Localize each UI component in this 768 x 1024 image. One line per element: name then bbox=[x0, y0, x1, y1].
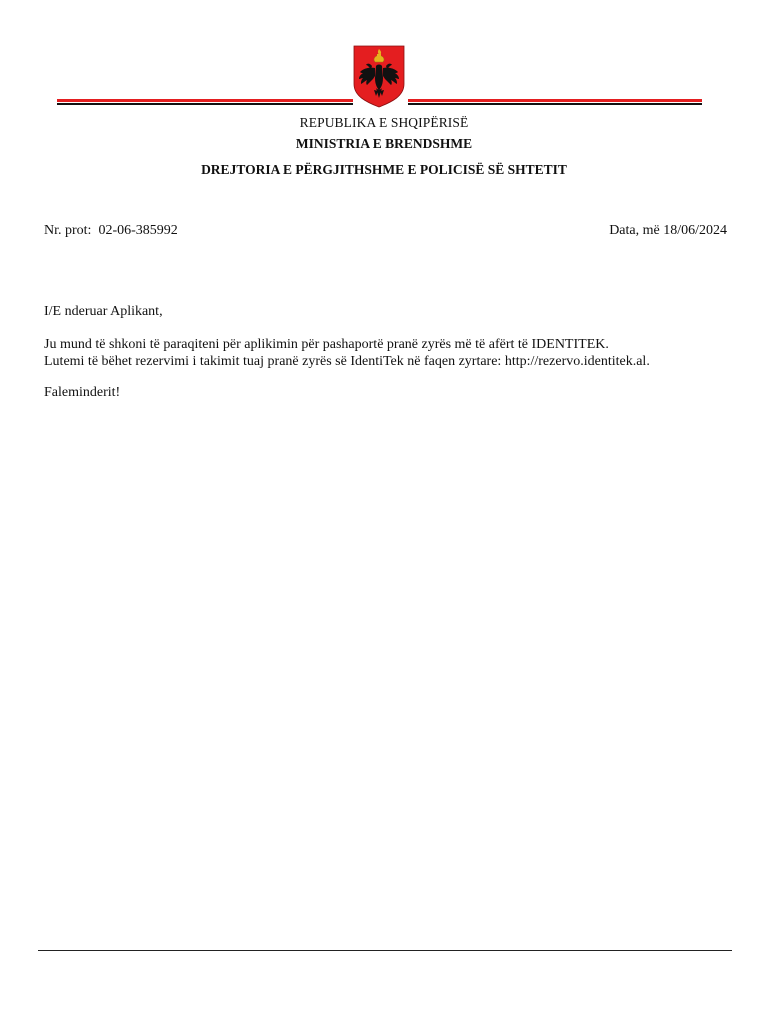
protocol-label: Nr. prot: bbox=[44, 223, 92, 238]
albanian-coat-of-arms-icon bbox=[352, 44, 406, 108]
protocol-line bbox=[44, 222, 178, 239]
letter-line-1: Ju mund të shkoni të paraqiteni për aplikimin për pashaportë pranë zyrës më të afërt të IDENTITEK. bbox=[44, 337, 609, 352]
republic-title: REPUBLIKA E SHQIPËRISË bbox=[299, 115, 469, 130]
header-rule-black-stripe bbox=[57, 103, 353, 105]
letter-paragraph bbox=[44, 336, 734, 370]
header-rule-red-stripe bbox=[408, 99, 702, 102]
ministry-title: MINISTRIA E BRENDSHME bbox=[295, 136, 473, 151]
header-rule-left bbox=[57, 99, 353, 105]
letter-greeting: I/E nderuar Aplikant, bbox=[44, 304, 163, 319]
date-value: 18/06/2024 bbox=[663, 223, 727, 238]
protocol-number: 02-06-385992 bbox=[98, 223, 178, 238]
letter-line-2: Lutemi të bëhet rezervimi i takimit tuaj pranë zyrës së IdentiTek në faqen zyrtare: http://rezervo.identitek.al. bbox=[44, 354, 650, 369]
date-label: Data, më bbox=[609, 223, 660, 238]
date-line bbox=[609, 222, 727, 239]
directorate-title: DREJTORIA E PËRGJITHSHME E POLICISË SË SHTETIT bbox=[201, 162, 567, 177]
header-rule-right bbox=[408, 99, 702, 105]
letter-closing: Faleminderit! bbox=[44, 385, 121, 400]
header-rule-red-stripe bbox=[57, 99, 353, 102]
footer-rule bbox=[38, 950, 732, 951]
header-rule-black-stripe bbox=[408, 103, 702, 105]
